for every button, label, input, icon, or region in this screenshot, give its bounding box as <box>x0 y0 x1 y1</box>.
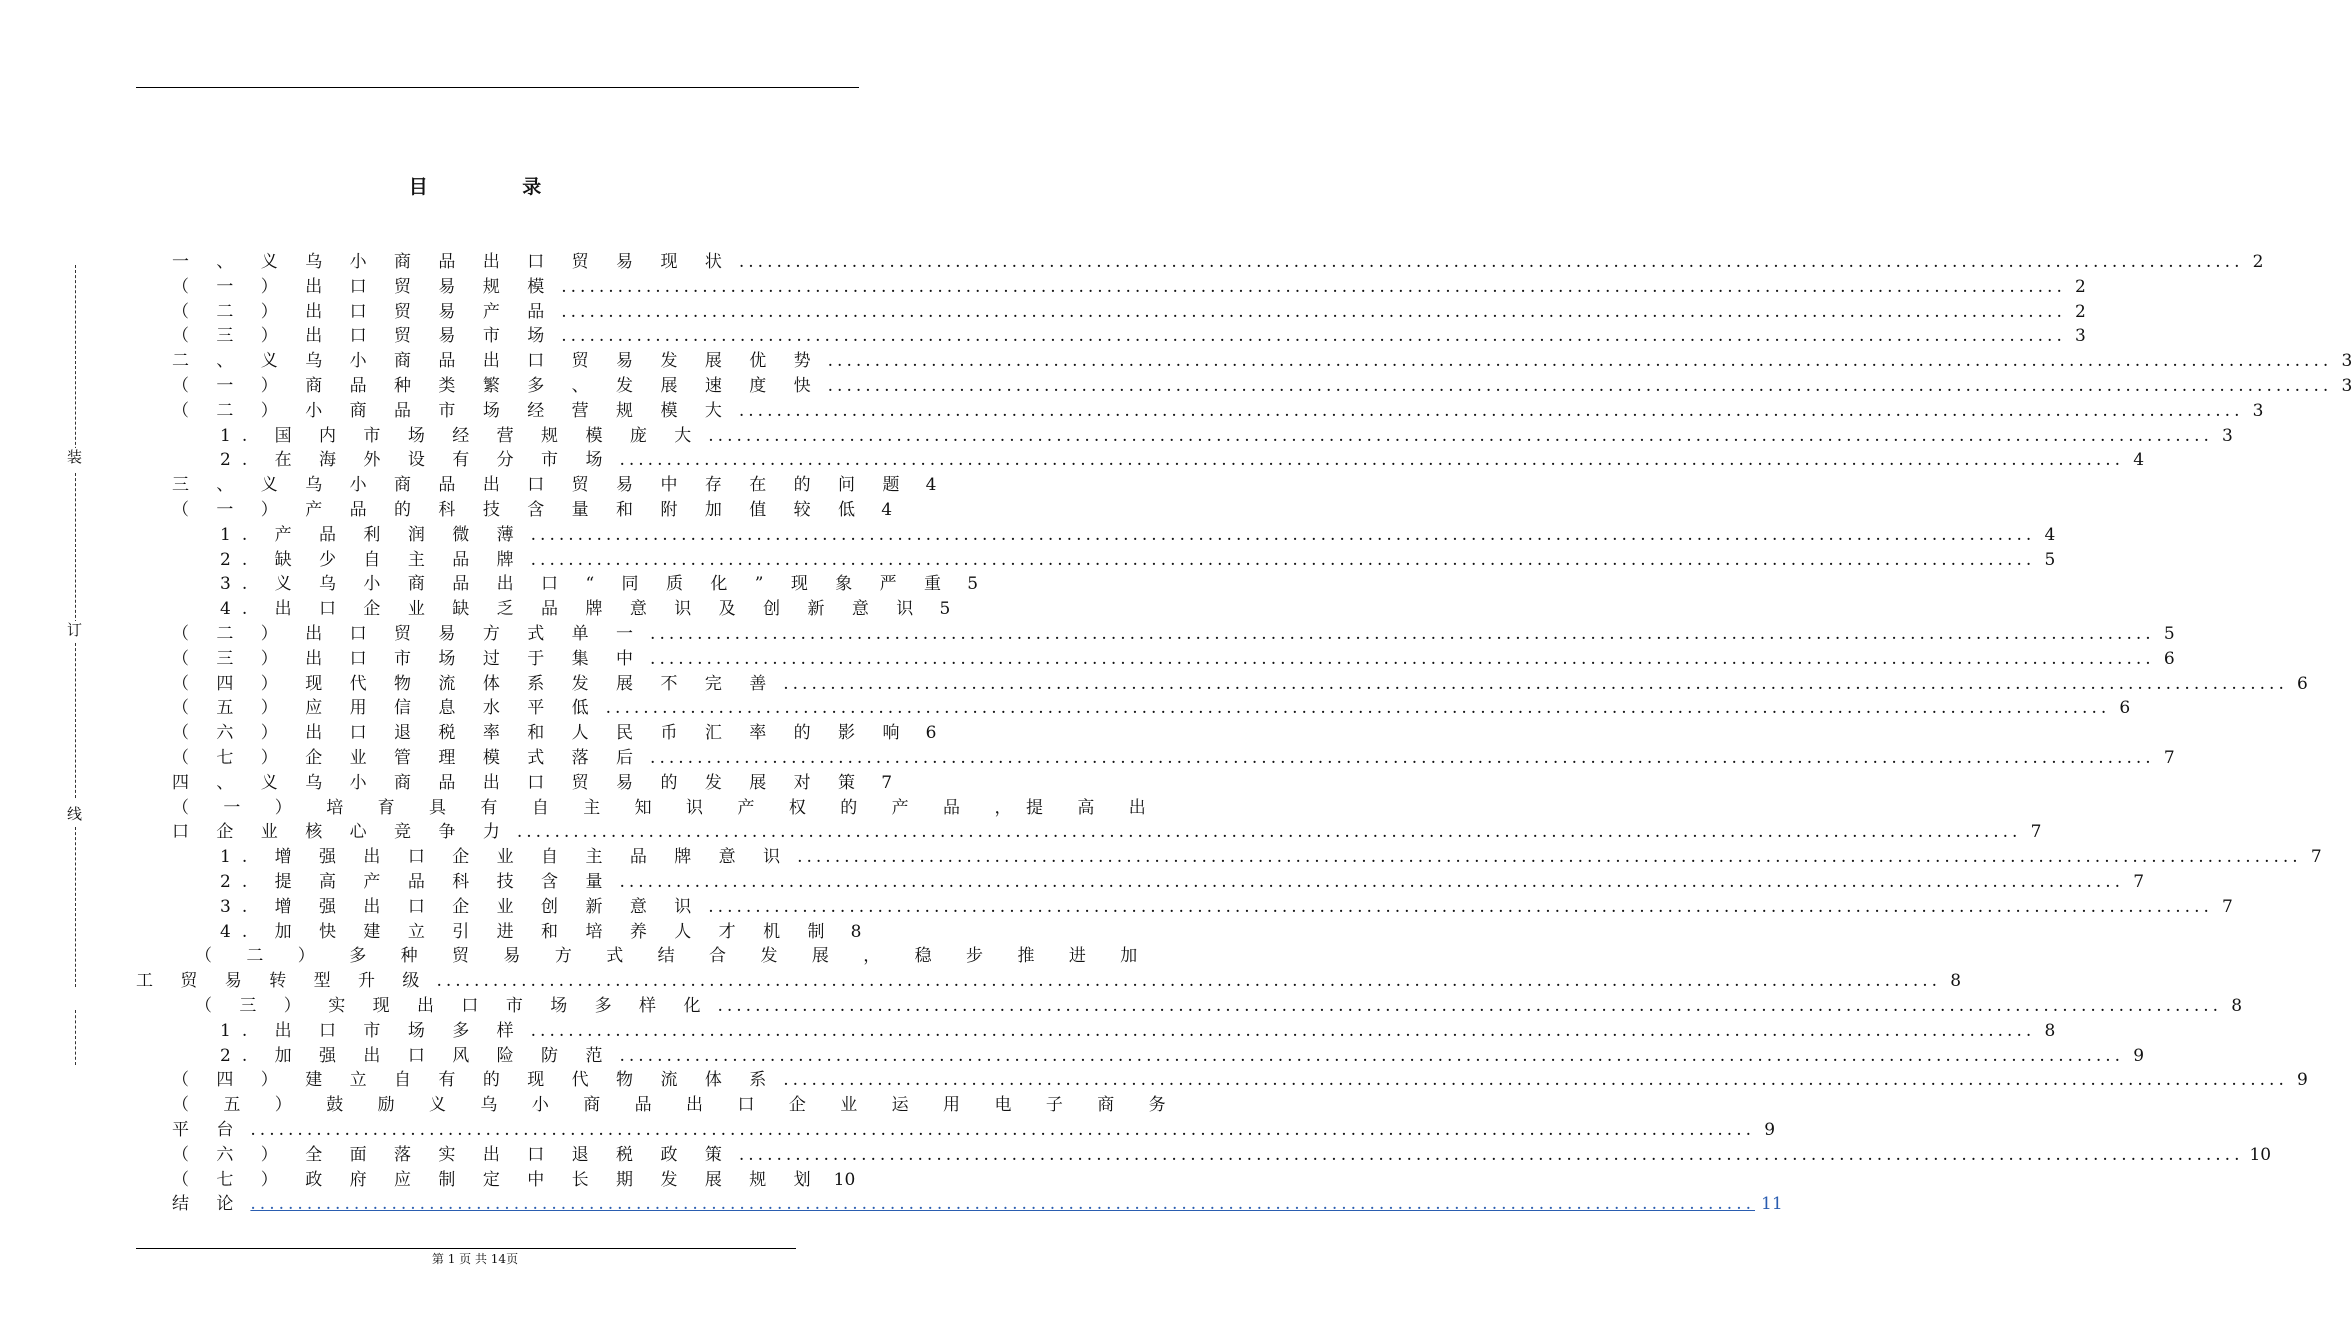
toc-entry-title: （ 一 ） 出 口 贸 易 规 模 <box>172 276 556 297</box>
toc-entry[interactable] <box>172 1068 2308 1092</box>
toc-leader-dots <box>717 994 2222 1018</box>
toc-entry-title: 1. 出 口 市 场 多 样 <box>220 1020 525 1041</box>
toc-page-number: 7 <box>2133 872 2145 892</box>
toc-leader-dots <box>783 1068 2288 1092</box>
toc-entry-title: 4. 加 快 建 立 引 进 和 培 养 人 才 机 制 <box>220 921 836 942</box>
toc-entry[interactable] <box>172 399 2264 423</box>
toc-page-number: 4 <box>2044 524 2056 545</box>
binding-char: 线 <box>67 805 83 823</box>
binding-char: 装 <box>67 448 83 466</box>
toc-page-number: 9 <box>1764 1120 1776 1140</box>
toc-page-number: 2 <box>2075 276 2086 297</box>
toc-leader-dots <box>708 895 2213 919</box>
toc-entry[interactable] <box>195 994 2243 1018</box>
toc-entry[interactable] <box>172 300 2086 324</box>
toc-leader-dots <box>708 424 2213 448</box>
toc-entry-title: 2. 缺 少 自 主 品 牌 <box>220 549 525 570</box>
toc-entry[interactable] <box>172 374 2352 398</box>
toc-entry-title: （ 六 ） 出 口 退 税 率 和 人 民 币 汇 率 的 影 响 <box>172 723 911 744</box>
toc-page-number: 9 <box>2297 1070 2308 1091</box>
toc-page-number: 7 <box>881 772 893 793</box>
toc-entry-title: （ 二 ） 多 种 贸 易 方 式 结 合 发 展 ， 稳 步 推 进 加 <box>195 946 1152 967</box>
toc-entry[interactable] <box>220 572 979 596</box>
toc-entry-title: （ 六 ） 全 面 落 实 出 口 退 税 政 策 <box>172 1144 733 1165</box>
toc-entry[interactable] <box>220 424 2233 448</box>
toc-leader-dots <box>739 1143 2244 1167</box>
toc-entry-title: 4. 出 口 企 业 缺 乏 品 牌 意 识 及 创 新 意 识 <box>220 599 925 620</box>
toc-page-number: 10 <box>2249 1144 2272 1165</box>
toc-entry-title: （ 一 ） 产 品 的 科 技 含 量 和 附 加 值 较 低 <box>172 500 867 520</box>
toc-entry-title: （ 七 ） 企 业 管 理 模 式 落 后 <box>172 748 645 768</box>
toc-page-number: 7 <box>2163 748 2175 768</box>
toc-entry-title: 一 、 义 乌 小 商 品 出 口 贸 易 现 状 <box>172 252 733 272</box>
toc-leader-dots <box>531 548 2036 572</box>
toc-page-number: 3 <box>2341 376 2352 396</box>
toc-entry-title: 3. 增 强 出 口 企 业 创 新 意 识 <box>220 896 703 917</box>
toc-page-number: 3 <box>2075 326 2086 347</box>
toc-leader-dots <box>517 820 2022 844</box>
toc-entry-title: 3. 义 乌 小 商 品 出 口 “ 同 质 化 ” 现 象 严 重 <box>220 574 953 595</box>
toc-page-number: 4 <box>2133 450 2145 471</box>
toc-entry-title: （ 四 ） 现 代 物 流 体 系 发 展 不 完 善 <box>172 673 778 694</box>
toc-entry-title: 二 、 义 乌 小 商 品 出 口 贸 易 发 展 优 势 <box>172 351 822 372</box>
toc-entry[interactable] <box>220 920 862 944</box>
toc-page-number: 2 <box>2075 301 2086 322</box>
toc-entry-title: 1. 产 品 利 润 微 薄 <box>220 524 525 545</box>
toc-page-number: 11 <box>1761 1194 1783 1215</box>
toc-entry-title: （ 二 ） 出 口 贸 易 产 品 <box>172 301 556 322</box>
header-rule <box>136 87 859 88</box>
toc-page-number: 6 <box>2297 673 2308 694</box>
binding-dash <box>75 265 76 460</box>
toc-entry[interactable] <box>220 1044 2145 1068</box>
toc-entry-title: （ 四 ） 建 立 自 有 的 现 代 物 流 体 系 <box>172 1070 778 1091</box>
toc-entry[interactable] <box>195 944 1152 968</box>
toc-entry-title: 2. 加 强 出 口 风 险 防 范 <box>220 1045 614 1066</box>
toc-leader-dots <box>650 746 2155 770</box>
toc-entry[interactable] <box>136 969 1962 993</box>
toc-page-number: 10 <box>833 1169 856 1190</box>
toc-entry[interactable] <box>172 622 2175 646</box>
toc-entry[interactable] <box>172 1168 856 1192</box>
toc-entry-title: 口 企 业 核 心 竞 争 力 <box>172 822 511 843</box>
toc-leader-dots <box>828 349 2333 373</box>
toc-leader-dots <box>531 523 2036 547</box>
toc-leader-dots <box>783 672 2288 696</box>
toc-entry[interactable] <box>172 696 2131 720</box>
toc-entry[interactable] <box>172 349 2352 373</box>
toc-entry-title: （ 七 ） 政 府 应 制 定 中 长 期 发 展 规 划 <box>172 1169 822 1190</box>
toc-leader-dots <box>828 374 2333 398</box>
toc-entry[interactable] <box>172 771 893 795</box>
toc-entry-title: （ 三 ） 实 现 出 口 市 场 多 样 化 <box>195 996 712 1016</box>
toc-entry-title: （ 五 ） 鼓 励 义 乌 小 商 品 出 口 企 业 运 用 电 子 商 务 <box>172 1095 1181 1116</box>
toc-entry-title: 2. 在 海 外 设 有 分 市 场 <box>220 450 614 471</box>
binding-dash <box>75 643 76 798</box>
toc-page-number: 6 <box>2119 698 2131 719</box>
toc-entry-title: 四 、 义 乌 小 商 品 出 口 贸 易 的 发 展 对 策 <box>172 772 867 793</box>
toc-page-number: 6 <box>925 723 937 744</box>
toc-entry[interactable] <box>220 1019 2056 1043</box>
toc-entry[interactable] <box>172 1192 1783 1216</box>
footer-rule <box>136 1248 796 1249</box>
toc-entry[interactable] <box>172 1143 2272 1167</box>
toc-entry-title: （ 三 ） 出 口 贸 易 市 场 <box>172 326 556 347</box>
binding-dash <box>75 473 76 623</box>
toc-page-number: 9 <box>2133 1045 2145 1066</box>
toc-entry[interactable] <box>220 870 2145 894</box>
toc-entry[interactable] <box>172 275 2086 299</box>
toc-entry-title: （ 五 ） 应 用 信 息 水 平 低 <box>172 698 600 719</box>
toc-page-number: 4 <box>925 475 937 496</box>
toc-entry[interactable] <box>172 498 893 522</box>
toc-leader-dots <box>797 845 2302 869</box>
toc-page-number: 5 <box>967 574 979 595</box>
toc-entry-title: 工 贸 易 转 型 升 级 <box>136 971 431 992</box>
toc-entry-title: （ 一 ） 商 品 种 类 繁 多 、 发 展 速 度 快 <box>172 376 822 396</box>
toc-leader-dots <box>561 275 2066 299</box>
toc-page-number: 3 <box>2252 400 2264 421</box>
toc-page-number: 7 <box>2222 896 2233 917</box>
toc-leader-dots <box>650 647 2155 671</box>
toc-entry[interactable] <box>220 548 2056 572</box>
toc-page-number: 8 <box>2044 1020 2056 1041</box>
toc-page-number: 4 <box>881 500 893 520</box>
toc-entry[interactable] <box>172 1118 1776 1142</box>
toc-entry-title: （ 一 ） 培 育 具 有 自 主 知 识 产 权 的 产 品 ，提 高 出 <box>172 797 1161 818</box>
toc-entry-title: （ 三 ） 出 口 市 场 过 于 集 中 <box>172 648 645 669</box>
toc-leader-dots <box>739 250 2244 274</box>
binding-dash <box>75 1010 76 1065</box>
toc-page-number: 8 <box>850 921 862 942</box>
toc-entry[interactable] <box>220 597 951 621</box>
toc-entry[interactable] <box>172 324 2086 348</box>
toc-entry-title: 平 台 <box>172 1120 245 1140</box>
toc-leader-dots <box>650 622 2155 646</box>
toc-page-number: 7 <box>2310 847 2322 868</box>
toc-page-number: 5 <box>2044 549 2056 570</box>
page-footer: 第 1 页 共 14页 <box>431 1252 519 1266</box>
toc-page-number: 8 <box>1950 971 1962 992</box>
toc-leader-dots <box>250 1118 1755 1142</box>
toc-entry[interactable] <box>172 796 1161 820</box>
toc-entry-title: 三 、 义 乌 小 商 品 出 口 贸 易 中 存 在 的 问 题 <box>172 475 911 496</box>
toc-entry[interactable] <box>172 820 2042 844</box>
toc-leader-dots <box>606 696 2111 720</box>
toc-entry-title: （ 二 ） 小 商 品 市 场 经 营 规 模 大 <box>172 400 733 421</box>
toc-page-number: 5 <box>939 599 951 620</box>
toc-entry-title: 1. 增 强 出 口 企 业 自 主 品 牌 意 识 <box>220 847 792 868</box>
toc-entry[interactable] <box>220 895 2233 919</box>
toc-entry[interactable] <box>172 473 937 497</box>
binding-char: 订 <box>67 621 83 639</box>
toc-page-number: 3 <box>2222 425 2233 446</box>
toc-page-number: 6 <box>2163 648 2175 669</box>
binding-dash <box>75 827 76 987</box>
toc-leader-dots <box>619 1044 2124 1068</box>
toc-entry-title: 结 论 <box>172 1194 245 1215</box>
toc-leader-dots <box>561 324 2066 348</box>
toc-entry[interactable] <box>172 1093 1181 1117</box>
toc-leader-dots <box>739 399 2244 423</box>
toc-entry[interactable] <box>172 746 2175 770</box>
toc-page-number: 3 <box>2341 351 2352 372</box>
toc-entry[interactable] <box>220 523 2056 547</box>
toc-leader-dots <box>619 870 2124 894</box>
toc-leader-dots <box>561 300 2066 324</box>
toc-entry[interactable] <box>220 448 2145 472</box>
toc-entry-title: （ 二 ） 出 口 贸 易 方 式 单 一 <box>172 624 645 644</box>
toc-page-number: 7 <box>2030 822 2042 843</box>
page-title: 目 录 <box>408 176 586 198</box>
toc-leader-dots <box>250 1192 1755 1216</box>
toc-page-number: 8 <box>2231 996 2243 1016</box>
toc-entry[interactable] <box>172 672 2308 696</box>
toc-leader-dots <box>619 448 2124 472</box>
toc-page-number: 2 <box>2252 252 2264 272</box>
binding-line <box>67 265 83 1065</box>
toc-leader-dots <box>531 1019 2036 1043</box>
toc-page-number: 5 <box>2163 624 2175 644</box>
toc-entry-title: 1. 国 内 市 场 经 营 规 模 庞 大 <box>220 425 703 446</box>
toc-entry[interactable] <box>172 250 2264 274</box>
toc-entry[interactable] <box>220 845 2322 869</box>
toc-entry-title: 2. 提 高 产 品 科 技 含 量 <box>220 872 614 892</box>
toc-entry[interactable] <box>172 721 937 745</box>
toc-leader-dots <box>436 969 1941 993</box>
toc-entry[interactable] <box>172 647 2175 671</box>
